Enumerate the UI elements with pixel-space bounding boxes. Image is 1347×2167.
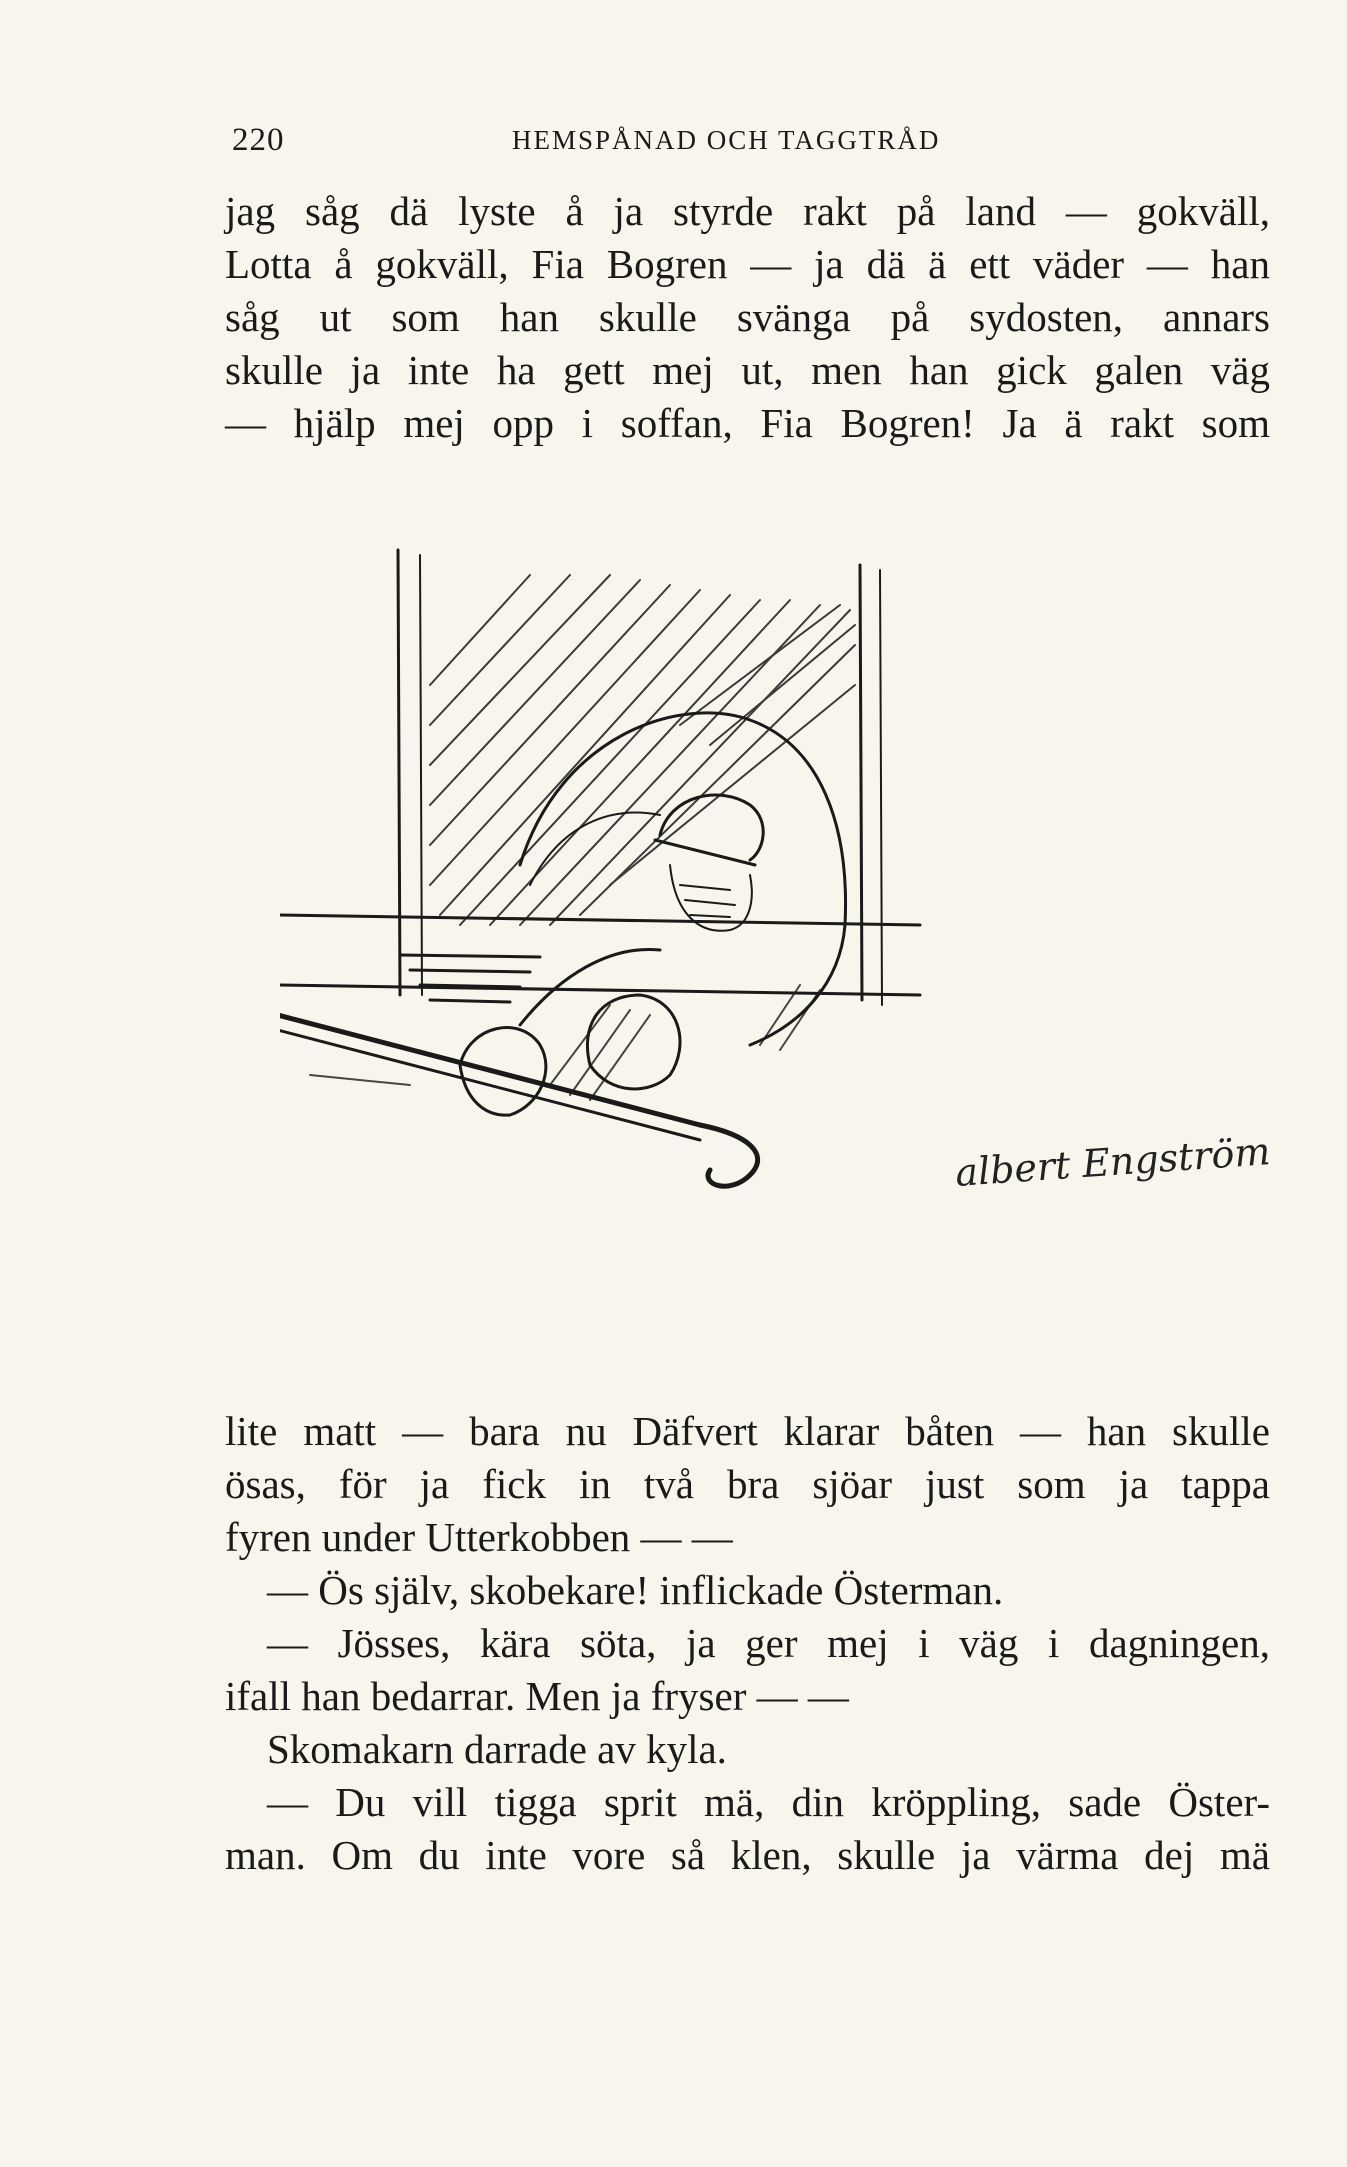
text-line: — Jösses, kära söta, ja ger mej i väg i dagningen, [267,1620,1270,1666]
text-line: såg ut som han skulle svänga på sydosten, annars [225,294,1270,340]
text-line: — hjälp mej opp i soffan, Fia Bogren! Ja ä rakt som [225,400,1270,446]
text-block-bottom [225,1405,1270,1882]
illustration-drawing [280,505,1240,1365]
text-line: Lotta å gokväll, Fia Bogren — ja dä ä ett väder — han [225,241,1270,287]
page-header [232,120,1112,160]
text-line: fyren under Utterkobben — — [225,1514,733,1560]
text-line: ifall han bedarrar. Men ja fryser — — [225,1673,849,1719]
text-line: jag såg dä lyste å ja styrde rakt på land — gokväll, [225,188,1270,234]
text-line: — Du vill tigga sprit mä, din kröppling, sade Öster- [267,1779,1270,1825]
text-line: lite matt — bara nu Däfvert klarar båten — han skulle [225,1408,1270,1454]
page-number: 220 [232,121,285,158]
text-line: — Ös själv, skobekare! inflickade Österman. [267,1567,1004,1613]
text-line: ösas, för ja fick in två bra sjöar just som ja tappa [225,1461,1270,1507]
text-line: skulle ja inte ha gett mej ut, men han gick galen väg [225,347,1270,393]
text-line: man. Om du inte vore så klen, skulle ja värma dej mä [225,1832,1270,1878]
running-title: HEMSPÅNAD OCH TAGGTRÅD [512,124,941,155]
text-block-top [225,185,1270,450]
text-line: Skomakarn darrade av kyla. [267,1726,727,1772]
artist-signature: albert Engström [953,1129,1272,1195]
